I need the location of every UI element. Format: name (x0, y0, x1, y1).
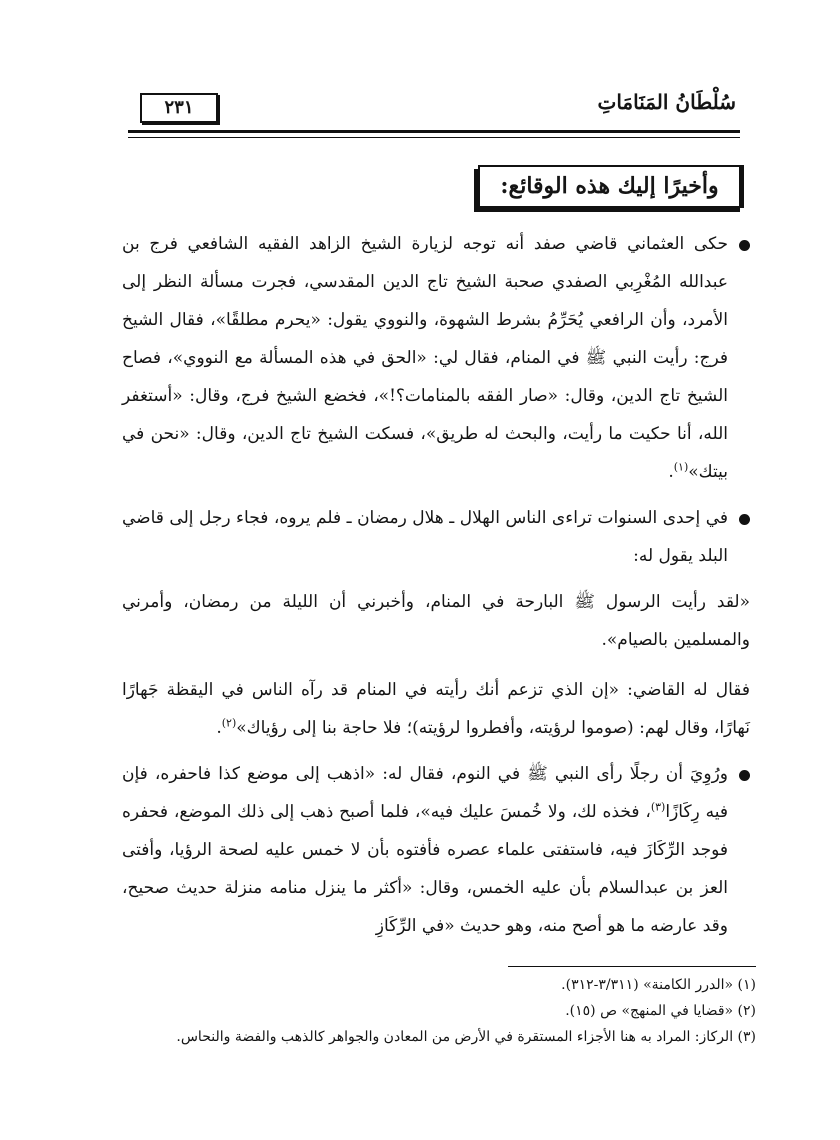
running-title: سُلْطَانُ المَنَامَاتِ (597, 90, 736, 114)
paragraph-4 (122, 671, 750, 747)
header-rule-thin (128, 137, 740, 138)
footnote-separator (508, 966, 756, 967)
paragraph-1-end: . (668, 462, 674, 482)
paragraph-5-text-b: ، فخذه لك، ولا خُمسَ عليك فيه»، فلما أصبح ذهب إلى ذلك الموضع، فحفره فوجد الرِّكَازَ فيه، فاستفتى علماء عصره فأفتوه بأن لا خمس عليه لصحة الرؤيا، وأفتى العز بن عبدالسلام بأن عليه الخمس، وقال: «أكثر ما ينزل منامه منزلة حديث صحيح، وقد عارضه ما هو أصح منه، وهو حديث «في الرِّكَازِ (122, 802, 728, 936)
footnote-2: (٢) «قضايا في المنهج» ص (١٥). (565, 1003, 756, 1019)
paragraph-3: «لقد رأيت الرسول ﷺ البارحة في المنام، وأخبرني أن الليلة من رمضان، وأمرني والمسلمين بالصيام». (122, 592, 750, 650)
body-text (122, 225, 750, 945)
footnote-3: (٣) الركاز: المراد به هنا الأجزاء المستقرة في الأرض من المعادن والجواهر كالذهب والفضة والنحاس. (176, 1029, 756, 1045)
footnote-ref-1: (١) (673, 460, 689, 474)
paragraph-5 (122, 755, 750, 945)
paragraph-1-text: حكى العثماني قاضي صفد أنه توجه لزيارة الشيخ الزاهد الفقيه الشافعي فرج بن عبدالله المُغْرِبي الصفدي صحبة الشيخ تاج الدين المقدسي، فجرت مسألة النظر إلى الأمرد، وأن الرافعي يُحَرِّمُ بشرط الشهوة، والنووي يقول: «يحرم مطلقًا»، فقال الشيخ فرج: رأيت النبي ﷺ في المنام، فقال لي: «الحق في هذه المسألة مع النووي»، فصاح الشيخ تاج الدين، وقال: «صار الفقه بالمنامات؟!»، فخضع الشيخ فرج، وقال: «أستغفر الله، أنا حكيت ما رأيت، والبحث له طريق»، فسكت الشيخ تاج الدين، وقال: «نحن في بيتك» (122, 234, 728, 482)
header-rule-thick (128, 130, 740, 133)
paragraph-4-end: . (216, 718, 222, 738)
page-number: ٢٣١ (140, 93, 218, 123)
footnotes (60, 972, 756, 1050)
footnote-ref-3: (٣) (650, 800, 666, 814)
paragraph-5-text-a: ورُوِيَ أن رجلًا رأى النبي ﷺ في النوم، فقال له: «اذهب إلى موضع كذا فاحفره، فإن فيه رِكَازًا (122, 764, 728, 822)
paragraph-4-text: فقال له القاضي: «إن الذي تزعم أنك رأيته في المنام قد رآه الناس في اليقظة جَهارًا نَهارًا، وقال لهم: (صوموا لرؤيته، وأفطروا لرؤيته)؛ فلا حاجة بنا إلى رؤياك» (122, 680, 750, 738)
paragraph-1 (122, 225, 750, 491)
section-heading: وأخيرًا إليك هذه الوقائع: (478, 165, 744, 208)
footnote-ref-2: (٢) (221, 716, 237, 730)
footnote-1: (١) «الدرر الكامنة» (٣/٣١١-٣١٢). (561, 977, 756, 993)
paragraph-2: في إحدى السنوات تراءى الناس الهلال ـ هلال رمضان ـ فلم يروه، فجاء رجل إلى قاضي البلد يقول له: (122, 499, 750, 575)
